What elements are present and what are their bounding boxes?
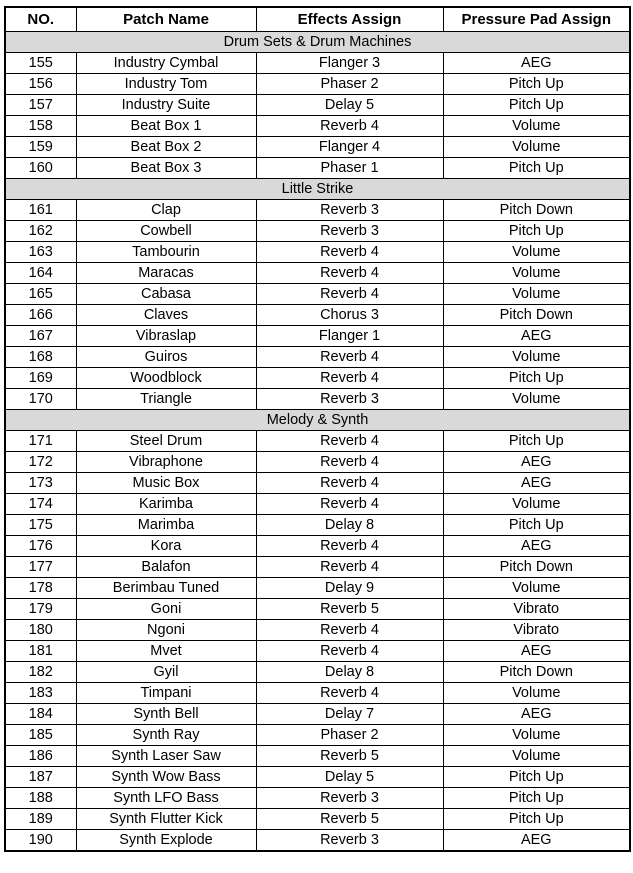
cell-pressure-pad-assign: Pitch Down (443, 662, 630, 683)
table-row (5, 725, 630, 746)
column-header-patch-name: Patch Name (76, 7, 256, 32)
cell-pressure-pad-assign: Volume (443, 725, 630, 746)
table-row (5, 578, 630, 599)
table-row (5, 263, 630, 284)
cell-no: 158 (5, 116, 76, 137)
cell-no: 175 (5, 515, 76, 536)
cell-effects-assign: Delay 5 (256, 95, 443, 116)
cell-patch-name: Synth Wow Bass (76, 767, 256, 788)
table-row (5, 452, 630, 473)
cell-patch-name: Cabasa (76, 284, 256, 305)
table-row (5, 431, 630, 452)
cell-no: 177 (5, 557, 76, 578)
cell-no: 188 (5, 788, 76, 809)
cell-effects-assign: Flanger 1 (256, 326, 443, 347)
cell-pressure-pad-assign: Pitch Down (443, 305, 630, 326)
section-title: Drum Sets & Drum Machines (5, 32, 630, 53)
cell-effects-assign: Reverb 4 (256, 116, 443, 137)
table-row (5, 557, 630, 578)
cell-patch-name: Synth Bell (76, 704, 256, 725)
cell-effects-assign: Reverb 4 (256, 557, 443, 578)
cell-pressure-pad-assign: AEG (443, 704, 630, 725)
cell-no: 159 (5, 137, 76, 158)
table-row (5, 746, 630, 767)
cell-effects-assign: Reverb 5 (256, 599, 443, 620)
table-row (5, 95, 630, 116)
cell-no: 165 (5, 284, 76, 305)
table-row (5, 620, 630, 641)
cell-no: 176 (5, 536, 76, 557)
cell-no: 160 (5, 158, 76, 179)
cell-no: 157 (5, 95, 76, 116)
cell-pressure-pad-assign: Pitch Up (443, 809, 630, 830)
table-row (5, 641, 630, 662)
cell-patch-name: Claves (76, 305, 256, 326)
table-row (5, 515, 630, 536)
table-row (5, 368, 630, 389)
table-row (5, 53, 630, 74)
table-row (5, 809, 630, 830)
cell-effects-assign: Reverb 4 (256, 347, 443, 368)
table-row (5, 221, 630, 242)
cell-pressure-pad-assign: Pitch Up (443, 515, 630, 536)
cell-effects-assign: Reverb 3 (256, 200, 443, 221)
table-row (5, 473, 630, 494)
cell-effects-assign: Reverb 5 (256, 746, 443, 767)
cell-effects-assign: Reverb 4 (256, 368, 443, 389)
header-row (5, 7, 630, 32)
cell-pressure-pad-assign: Volume (443, 494, 630, 515)
cell-patch-name: Triangle (76, 389, 256, 410)
cell-pressure-pad-assign: Pitch Up (443, 158, 630, 179)
cell-no: 169 (5, 368, 76, 389)
table-row (5, 137, 630, 158)
cell-effects-assign: Delay 5 (256, 767, 443, 788)
cell-patch-name: Tambourin (76, 242, 256, 263)
section-header-row (5, 179, 630, 200)
cell-pressure-pad-assign: Volume (443, 347, 630, 368)
cell-no: 167 (5, 326, 76, 347)
cell-patch-name: Karimba (76, 494, 256, 515)
cell-patch-name: Music Box (76, 473, 256, 494)
cell-effects-assign: Reverb 4 (256, 452, 443, 473)
column-header-pressure-pad-assign: Pressure Pad Assign (443, 7, 630, 32)
cell-pressure-pad-assign: Volume (443, 263, 630, 284)
cell-pressure-pad-assign: Volume (443, 389, 630, 410)
section-header-row (5, 32, 630, 53)
cell-effects-assign: Reverb 4 (256, 284, 443, 305)
column-header-no: NO. (5, 7, 76, 32)
cell-pressure-pad-assign: Volume (443, 284, 630, 305)
cell-effects-assign: Flanger 4 (256, 137, 443, 158)
cell-patch-name: Industry Suite (76, 95, 256, 116)
cell-pressure-pad-assign: Pitch Up (443, 221, 630, 242)
table-row (5, 683, 630, 704)
cell-patch-name: Synth Flutter Kick (76, 809, 256, 830)
cell-pressure-pad-assign: Volume (443, 746, 630, 767)
cell-patch-name: Clap (76, 200, 256, 221)
cell-effects-assign: Reverb 4 (256, 641, 443, 662)
cell-patch-name: Woodblock (76, 368, 256, 389)
cell-patch-name: Maracas (76, 263, 256, 284)
cell-effects-assign: Reverb 3 (256, 788, 443, 809)
cell-pressure-pad-assign: Volume (443, 116, 630, 137)
cell-patch-name: Industry Tom (76, 74, 256, 95)
cell-effects-assign: Reverb 3 (256, 830, 443, 852)
cell-pressure-pad-assign: Pitch Up (443, 767, 630, 788)
cell-pressure-pad-assign: Pitch Down (443, 200, 630, 221)
cell-patch-name: Beat Box 1 (76, 116, 256, 137)
section-title: Melody & Synth (5, 410, 630, 431)
table-header (5, 7, 630, 32)
cell-effects-assign: Reverb 4 (256, 620, 443, 641)
cell-pressure-pad-assign: Volume (443, 578, 630, 599)
cell-no: 172 (5, 452, 76, 473)
cell-patch-name: Guiros (76, 347, 256, 368)
table-row (5, 662, 630, 683)
table-row (5, 242, 630, 263)
cell-pressure-pad-assign: AEG (443, 53, 630, 74)
cell-effects-assign: Reverb 4 (256, 494, 443, 515)
cell-pressure-pad-assign: Pitch Down (443, 557, 630, 578)
cell-effects-assign: Reverb 4 (256, 242, 443, 263)
table-row (5, 284, 630, 305)
cell-no: 185 (5, 725, 76, 746)
table-row (5, 347, 630, 368)
cell-pressure-pad-assign: Pitch Up (443, 368, 630, 389)
cell-effects-assign: Chorus 3 (256, 305, 443, 326)
cell-no: 189 (5, 809, 76, 830)
cell-effects-assign: Reverb 5 (256, 809, 443, 830)
cell-patch-name: Industry Cymbal (76, 53, 256, 74)
cell-effects-assign: Phaser 1 (256, 158, 443, 179)
cell-no: 178 (5, 578, 76, 599)
table-row (5, 767, 630, 788)
cell-no: 187 (5, 767, 76, 788)
table-row (5, 788, 630, 809)
cell-no: 174 (5, 494, 76, 515)
cell-patch-name: Synth LFO Bass (76, 788, 256, 809)
cell-patch-name: Synth Laser Saw (76, 746, 256, 767)
table-row (5, 158, 630, 179)
table-row (5, 116, 630, 137)
cell-pressure-pad-assign: Volume (443, 683, 630, 704)
cell-effects-assign: Phaser 2 (256, 725, 443, 746)
cell-pressure-pad-assign: AEG (443, 536, 630, 557)
cell-pressure-pad-assign: Pitch Up (443, 74, 630, 95)
cell-patch-name: Beat Box 3 (76, 158, 256, 179)
cell-patch-name: Synth Ray (76, 725, 256, 746)
cell-effects-assign: Reverb 4 (256, 431, 443, 452)
cell-no: 186 (5, 746, 76, 767)
cell-pressure-pad-assign: Pitch Up (443, 95, 630, 116)
cell-no: 156 (5, 74, 76, 95)
cell-effects-assign: Flanger 3 (256, 53, 443, 74)
cell-no: 179 (5, 599, 76, 620)
cell-patch-name: Ngoni (76, 620, 256, 641)
table-row (5, 74, 630, 95)
cell-effects-assign: Phaser 2 (256, 74, 443, 95)
cell-pressure-pad-assign: AEG (443, 452, 630, 473)
cell-no: 171 (5, 431, 76, 452)
cell-patch-name: Balafon (76, 557, 256, 578)
cell-pressure-pad-assign: Vibrato (443, 620, 630, 641)
cell-patch-name: Goni (76, 599, 256, 620)
cell-effects-assign: Reverb 4 (256, 263, 443, 284)
cell-patch-name: Timpani (76, 683, 256, 704)
cell-patch-name: Gyil (76, 662, 256, 683)
table-row (5, 830, 630, 852)
cell-patch-name: Vibraslap (76, 326, 256, 347)
cell-no: 163 (5, 242, 76, 263)
cell-effects-assign: Reverb 3 (256, 389, 443, 410)
cell-no: 161 (5, 200, 76, 221)
section-header-row (5, 410, 630, 431)
cell-no: 168 (5, 347, 76, 368)
column-header-effects-assign: Effects Assign (256, 7, 443, 32)
cell-patch-name: Vibraphone (76, 452, 256, 473)
cell-no: 184 (5, 704, 76, 725)
table-row (5, 536, 630, 557)
cell-effects-assign: Delay 8 (256, 515, 443, 536)
cell-patch-name: Kora (76, 536, 256, 557)
cell-effects-assign: Delay 9 (256, 578, 443, 599)
cell-effects-assign: Reverb 4 (256, 473, 443, 494)
cell-pressure-pad-assign: AEG (443, 326, 630, 347)
cell-pressure-pad-assign: AEG (443, 473, 630, 494)
cell-no: 180 (5, 620, 76, 641)
cell-effects-assign: Delay 7 (256, 704, 443, 725)
patch-table (4, 6, 631, 852)
cell-effects-assign: Delay 8 (256, 662, 443, 683)
table-row (5, 305, 630, 326)
table-row (5, 494, 630, 515)
cell-pressure-pad-assign: AEG (443, 641, 630, 662)
table-row (5, 599, 630, 620)
cell-pressure-pad-assign: Volume (443, 137, 630, 158)
cell-no: 183 (5, 683, 76, 704)
cell-pressure-pad-assign: Volume (443, 242, 630, 263)
cell-no: 173 (5, 473, 76, 494)
cell-no: 181 (5, 641, 76, 662)
cell-effects-assign: Reverb 3 (256, 221, 443, 242)
cell-no: 164 (5, 263, 76, 284)
cell-patch-name: Steel Drum (76, 431, 256, 452)
cell-effects-assign: Reverb 4 (256, 536, 443, 557)
cell-effects-assign: Reverb 4 (256, 683, 443, 704)
cell-pressure-pad-assign: Pitch Up (443, 431, 630, 452)
cell-pressure-pad-assign: Pitch Up (443, 788, 630, 809)
cell-no: 182 (5, 662, 76, 683)
cell-pressure-pad-assign: Vibrato (443, 599, 630, 620)
table-row (5, 704, 630, 725)
cell-no: 162 (5, 221, 76, 242)
cell-patch-name: Cowbell (76, 221, 256, 242)
table-row (5, 200, 630, 221)
cell-no: 170 (5, 389, 76, 410)
cell-patch-name: Mvet (76, 641, 256, 662)
cell-no: 190 (5, 830, 76, 852)
table-body (5, 32, 630, 852)
cell-patch-name: Synth Explode (76, 830, 256, 852)
cell-patch-name: Marimba (76, 515, 256, 536)
table-row (5, 389, 630, 410)
cell-pressure-pad-assign: AEG (443, 830, 630, 852)
cell-patch-name: Berimbau Tuned (76, 578, 256, 599)
table-row (5, 326, 630, 347)
cell-no: 155 (5, 53, 76, 74)
cell-no: 166 (5, 305, 76, 326)
section-title: Little Strike (5, 179, 630, 200)
cell-patch-name: Beat Box 2 (76, 137, 256, 158)
